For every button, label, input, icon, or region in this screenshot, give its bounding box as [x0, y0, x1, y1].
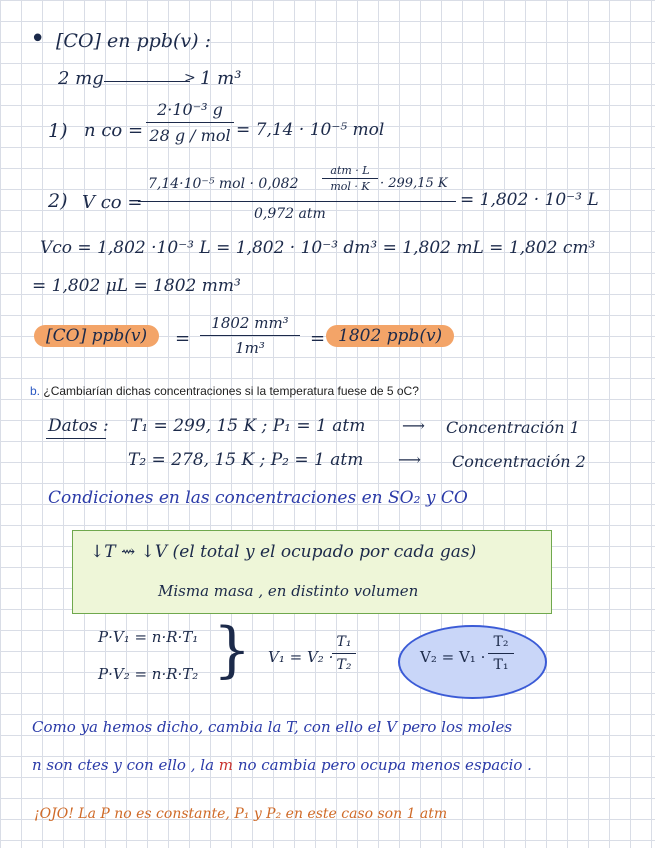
- explanation-line2: [32, 756, 532, 774]
- middle-denominator: T₂: [336, 657, 352, 673]
- step2-unit-fraction: [322, 164, 378, 193]
- concentration-equals-2: =: [310, 328, 326, 349]
- concentration-denominator: 1m³: [235, 339, 265, 357]
- explanation-line2-end: no cambia pero ocupa menos espacio .: [237, 756, 532, 774]
- question-text: ¿Cambiarían dichas concentraciones si la temperatura fuese de 5 oC?: [43, 384, 419, 398]
- concentration-numerator: 1802 mm³: [211, 314, 289, 332]
- step1-result: = 7,14 · 10⁻⁵ mol: [236, 120, 385, 140]
- step1-denominator: 28 g / mol: [149, 126, 231, 145]
- warning-text: La P no es constante, P₁ y P₂ en este caso son 1 atm: [78, 806, 448, 822]
- step2-result: = 1,802 · 10⁻³ L: [460, 190, 599, 210]
- question-letter: b.: [30, 384, 41, 398]
- warning-line: [34, 806, 447, 822]
- datos-label: Datos :: [48, 416, 109, 436]
- fraction-bar: [200, 335, 300, 336]
- green-box-line1: ↓T ⇝ ↓V (el total y el ocupado por cada gas): [90, 542, 477, 562]
- ellipse-numerator: T₂: [493, 634, 509, 650]
- step1-lhs: n co =: [84, 120, 144, 141]
- step2-lhs: V co =: [82, 192, 143, 213]
- datos-underline: [46, 438, 106, 439]
- vco-equivalences-2: = 1,802 μL = 1802 mm³: [32, 276, 241, 296]
- conversion-arrow: [104, 81, 190, 82]
- fraction-bar: [146, 122, 234, 123]
- mass-symbol: m: [218, 756, 234, 774]
- datos-row2-result: Concentración 2: [452, 452, 586, 471]
- ellipse-lhs: V₂ = V₁ ·: [420, 648, 486, 666]
- fraction-bar: [322, 178, 378, 179]
- conversion-left: 2 mg: [58, 68, 104, 89]
- step1-label: 1): [48, 120, 68, 142]
- fraction-bar: [488, 653, 514, 654]
- middle-fraction: [332, 634, 356, 673]
- section-title: [CO] en ppb(v) :: [56, 30, 211, 52]
- step2-numerator-a: 7,14·10⁻⁵ mol · 0,082: [148, 176, 299, 192]
- equation-2: P·V₂ = n·R·T₂: [98, 665, 199, 683]
- arrow-head-icon: >: [184, 70, 196, 86]
- step2-numerator-b: · 299,15 K: [380, 176, 448, 191]
- middle-numerator: T₁: [336, 634, 352, 650]
- concentration-equals: =: [175, 328, 191, 349]
- bullet-dot: •: [30, 24, 46, 54]
- step2-denominator: 0,972 atm: [254, 206, 326, 222]
- ellipse-denominator: T₁: [493, 657, 509, 673]
- fraction-bar: [332, 653, 356, 654]
- concentration-result: 1802 ppb(v): [326, 325, 454, 347]
- concentration-lhs: [CO] ppb(v): [34, 325, 159, 347]
- step1-numerator: 2·10⁻³ g: [157, 100, 223, 119]
- explanation-line1: Como ya hemos dicho, cambia la T, con ello el V pero los moles: [32, 718, 513, 736]
- conditions-heading: Condiciones en las concentraciones en SO₂ y CO: [48, 488, 468, 508]
- step2-label: 2): [48, 190, 68, 212]
- step1-fraction: [146, 100, 234, 145]
- explanation-line2-start: n son ctes y con ello , la: [32, 756, 215, 774]
- step2-fraction-bar: [138, 201, 456, 202]
- datos-row1: T₁ = 299, 15 K ; P₁ = 1 atm: [130, 416, 366, 436]
- vco-equivalences: Vco = 1,802 ·10⁻³ L = 1,802 · 10⁻³ dm³ = 1,802 mL = 1,802 cm³: [40, 238, 596, 258]
- brace-icon: }: [213, 615, 252, 685]
- datos-row1-result: Concentración 1: [446, 418, 580, 437]
- equation-1: P·V₁ = n·R·T₁: [98, 628, 199, 646]
- concentration-fraction: [200, 314, 300, 357]
- unit-denominator: mol · K: [330, 180, 370, 193]
- ellipse-fraction: [488, 634, 514, 673]
- datos-row2: T₂ = 278, 15 K ; P₂ = 1 atm: [128, 450, 364, 470]
- conversion-right: 1 m³: [200, 68, 242, 89]
- question-b: [30, 384, 419, 398]
- green-box-line2: Misma masa , en distinto volumen: [158, 582, 419, 600]
- arrow-right-icon: ⟶: [398, 450, 421, 469]
- middle-lhs: V₁ = V₂ ·: [268, 648, 334, 666]
- arrow-right-icon: ⟶: [402, 416, 425, 435]
- unit-numerator: atm · L: [330, 164, 370, 177]
- warning-head: ¡OJO!: [34, 806, 74, 822]
